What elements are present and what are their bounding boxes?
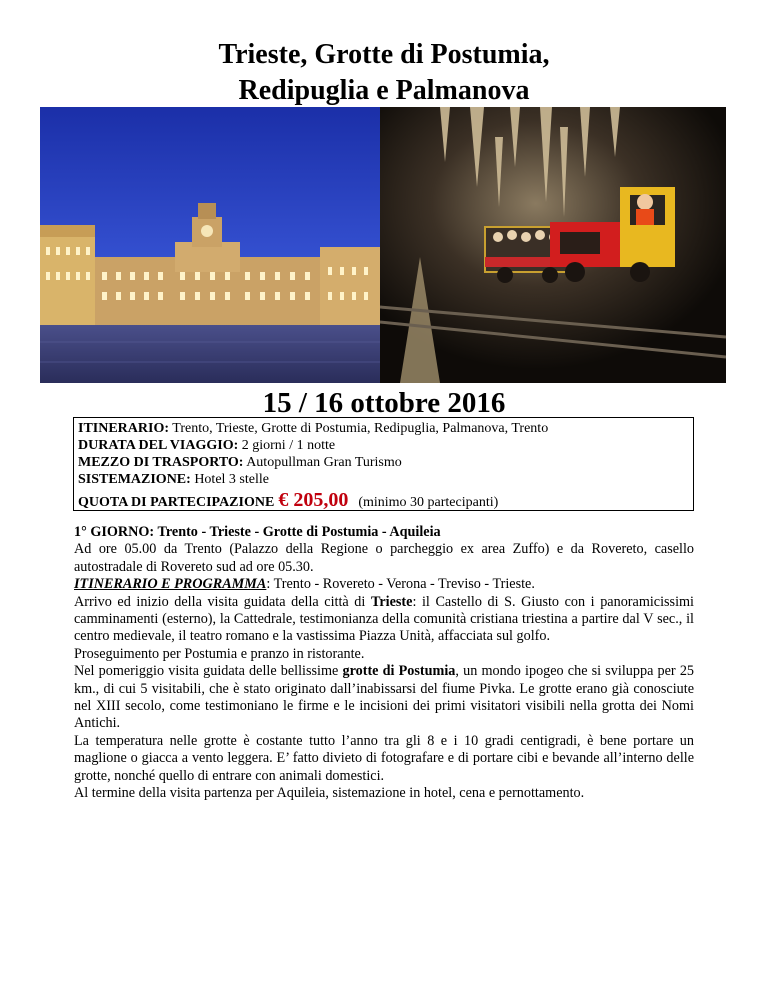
day1-evening: Al termine della visita partenza per Aquileia, sistemazione in hotel, cena e pernottamento.	[74, 785, 585, 802]
durata-value: 2 giorni / 1 notte	[238, 438, 336, 453]
day1-temperature: La temperatura nelle grotte è costante tutto l’anno tra gli 8 e i 10 gradi centigradi, è bene portare un maglione o giacca a vento leggera. E’ fatto divieto di fotografare e di portare cibi e bevande all’interno delle grotte, nonché quello di entrare con animali domestici.	[74, 732, 694, 784]
programma-label: ITINERARIO E PROGRAMMA	[74, 576, 267, 593]
durata-row	[78, 437, 689, 454]
day1-section	[74, 524, 694, 803]
quota-price: € 205,00	[278, 489, 349, 511]
photo-piazza-unita	[40, 107, 380, 383]
postumia-text-a: Nel pomeriggio visita guidata delle bellissime	[74, 663, 343, 680]
trip-info-box	[73, 417, 694, 511]
day1-postumia-visit	[74, 663, 694, 733]
postumia-text-c: , un mondo ipogeo che si sviluppa per 25 km., di cui 5 visitabili, che è stato originato dall’inabissarsi del fiume Pivka. Le grotte erano già conosciute nel XIII secolo, come testimoniano le firme e le incisioni dei primi visitatori visibili nella grotta dei Nomi Antichi.	[74, 663, 695, 732]
title-line-2: Redipuglia e Palmanova	[238, 75, 530, 106]
sistemazione-row	[78, 471, 689, 488]
title-line-1: Trieste, Grotte di Postumia,	[218, 39, 550, 70]
itinerario-label: ITINERARIO:	[78, 421, 170, 436]
quota-label: QUOTA DI PARTECIPAZIONE	[78, 495, 275, 510]
day1-lunch: Proseguimento per Postumia e pranzo in ristorante.	[74, 645, 365, 662]
mezzo-value: Autopullman Gran Turismo	[243, 455, 402, 470]
page-title	[0, 37, 768, 109]
day1-programma	[74, 576, 694, 593]
quota-note: (minimo 30 partecipanti)	[358, 495, 499, 510]
trieste-visit-text-c: : il Castello di S. Giusto con i panoramicissimi camminamenti (esterno), la Cattedrale, testimonianza della comunità cristiana triestina a partire dal V sec., il centro medievale, il teatro romano e la vastissima Piazza Unità, affacciata sul golfo.	[74, 593, 694, 645]
mezzo-row	[78, 454, 689, 471]
photo-postumia-train	[380, 107, 726, 383]
day1-trieste-visit	[74, 594, 694, 646]
itinerario-row	[78, 420, 689, 437]
day1-heading: 1° GIORNO: Trento - Trieste - Grotte di Postumia - Aquileia	[74, 524, 441, 540]
day1-departure: Ad ore 05.00 da Trento (Palazzo della Regione o parcheggio ex area Zuffo) e da Rovereto, casello autostradale di Rovereto sud ad ore 05.30.	[74, 541, 694, 575]
trieste-visit-text-a: Arrivo ed inizio della visita guidata della città di	[74, 593, 371, 610]
durata-label: DURATA DEL VIAGGIO:	[78, 438, 239, 453]
sistemazione-label: SISTEMAZIONE:	[78, 472, 191, 487]
programma-value: : Trento - Rovereto - Verona - Treviso - Trieste.	[266, 576, 535, 593]
event-date: 15 / 16 ottobre 2016	[262, 387, 506, 419]
sistemazione-value: Hotel 3 stelle	[190, 472, 269, 487]
trieste-keyword: Trieste	[370, 593, 413, 610]
mezzo-label: MEZZO DI TRASPORTO:	[78, 455, 244, 470]
postumia-keyword: grotte di Postumia	[342, 663, 456, 680]
quota-row	[78, 489, 689, 514]
itinerario-value: Trento, Trieste, Grotte di Postumia, Redipuglia, Palmanova, Trento	[169, 421, 549, 436]
